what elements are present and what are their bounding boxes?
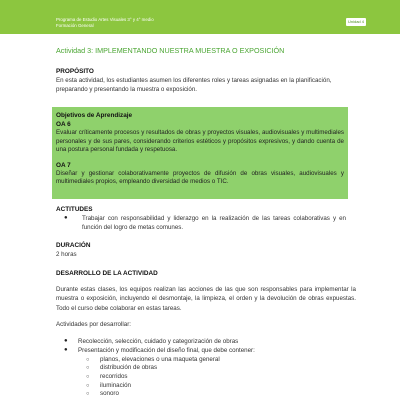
sub-list-item (56, 390, 356, 399)
list-item (56, 346, 356, 355)
list-item (56, 214, 346, 233)
hollow-bullet-icon: ○ (86, 374, 90, 380)
hollow-bullet-icon: ○ (86, 391, 90, 398)
actividades-list (56, 337, 356, 399)
bullet-icon: ● (64, 215, 68, 221)
proposito-text: En esta actividad, los estudiantes asumen los diferentes roles y tareas asignadas en la planificación, preparando y presentando la muestra o exposición. (56, 77, 332, 94)
oa6-label: OA 6 (56, 121, 71, 128)
proposito-heading: PROPÓSITO (56, 68, 94, 75)
duracion-heading: DURACIÓN (56, 242, 91, 249)
oa7-text: Diseñar y gestionar colaborativamente proyectos de difusión de obras visuales, audiovisuales y multimediales propios, empleando diversidad de medios o TIC. (56, 169, 344, 186)
unit-badge: Unidad 4 (347, 19, 364, 24)
actividad-item-text: Recolección, selección, cuidado y categorización de obras (78, 338, 239, 345)
hollow-bullet-icon: ○ (86, 356, 90, 363)
hollow-bullet-icon: ○ (86, 382, 90, 389)
list-item (56, 337, 356, 346)
sub-list-item (56, 373, 356, 382)
subitem-text: recorridos (100, 373, 128, 380)
actitudes-item-text: Trabajar con responsabilidad y liderazgo en la realización de las tareas colaborativas y en función del logro de metas comunes. (82, 215, 346, 232)
activity-title: Actividad 3: IMPLEMENTANDO NUESTRA MUESTRA O EXPOSICIÓN (56, 46, 285, 55)
sub-list-item (56, 356, 356, 365)
actitudes-heading: ACTITUDES (56, 206, 93, 213)
hollow-bullet-icon: ○ (86, 365, 90, 372)
duracion-text: 2 horas (56, 251, 77, 258)
header-program-text (56, 17, 154, 28)
desarrollo-text: Durante estas clases, los equipos realizan las acciones de las que son responsables para implementar la muestra o exposición, incluyendo el desmontaje, la limpieza, el orden y la devolución de obras expuestas. Todo el curso debe colaborar en estas tareas. (56, 286, 356, 312)
objetivos-heading: Objetivos de Aprendizaje (56, 112, 133, 119)
bullet-icon: ● (64, 338, 68, 344)
actividad-item-text: Presentación y modificación del diseño final, que debe contener: (78, 347, 255, 355)
subitem-text: iluminación (100, 381, 131, 389)
actitudes-list (56, 214, 346, 233)
sub-list-item (56, 364, 356, 373)
oa6-text: Evaluar críticamente procesos y resultados de obras y proyectos visuales, audiovisuales y multimediales personales y de sus pares, considerando criterios estéticos y propósitos expresivos, y dando cuenta de una postura personal fundada y respetuosa. (56, 129, 344, 154)
header-program-title: Programa de Estudio Artes Visuales 3° y 4° medio (56, 17, 154, 22)
oa7-label: OA 7 (56, 161, 71, 169)
bullet-icon: ● (64, 347, 68, 354)
actividades-label: Actividades por desarrollar: (56, 321, 131, 328)
objetivos-box (52, 107, 348, 199)
page-header-band (0, 0, 400, 34)
header-program-subtitle: Formación General (56, 22, 94, 28)
subitem-text: sonoro (100, 390, 119, 398)
subitem-text: planos, elevaciones o una maqueta general (100, 355, 220, 363)
desarrollo-heading: DESARROLLO DE LA ACTIVIDAD (56, 270, 158, 277)
subitem-text: distribución de obras (100, 364, 158, 372)
sub-list-item (56, 382, 356, 391)
